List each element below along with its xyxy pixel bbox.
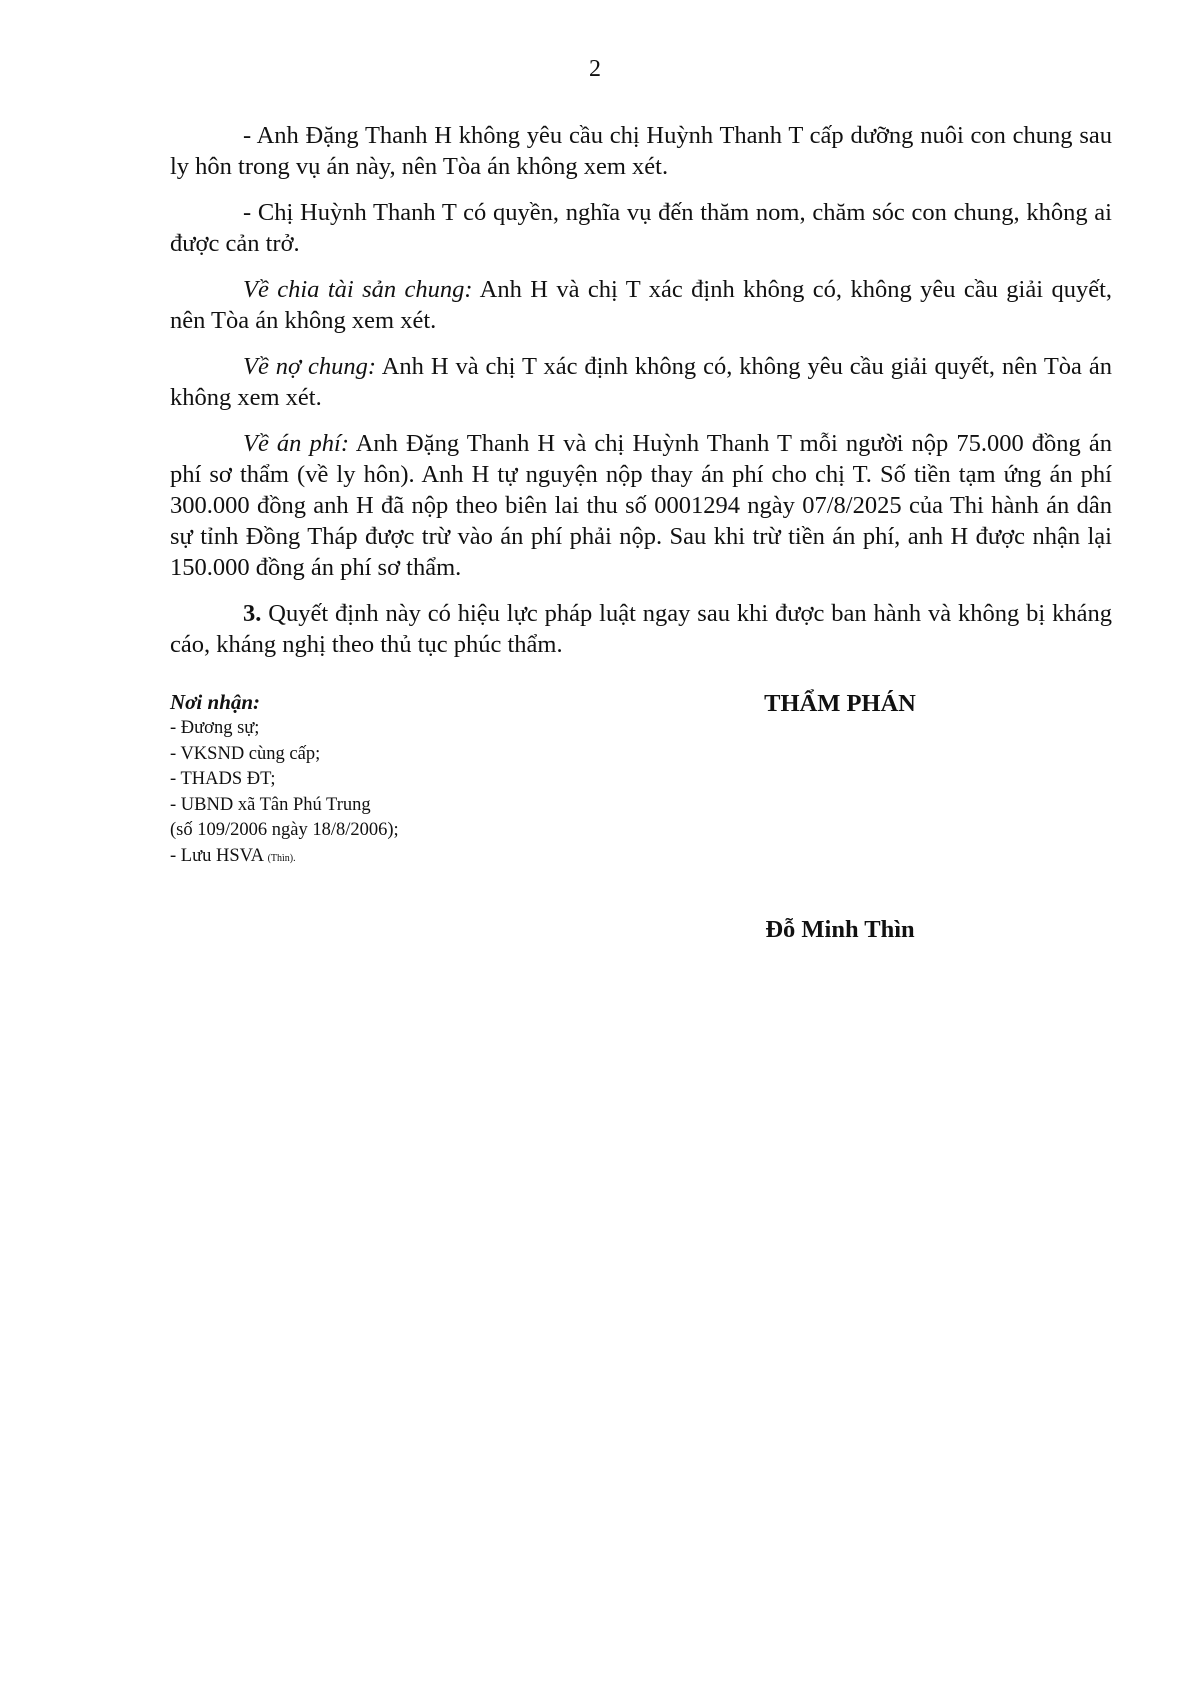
recipient-item: - VKSND cùng cấp; [170,743,321,764]
recipient-item: - Lưu HSVA [170,845,263,866]
paragraph-text: - Anh Đặng Thanh H không yêu cầu chị Huỳnh Thanh T cấp dưỡng nuôi con chung sau ly hôn trong vụ án này, nên Tòa án không xem xét. [170,122,1112,180]
archive-note: (Thìn). [267,852,296,864]
paragraph-number: 3. [243,600,262,627]
paragraph-text: Quyết định này có hiệu lực pháp luật ngay sau khi được ban hành và không bị kháng cáo, kháng nghị theo thủ tục phúc thẩm. [170,600,1112,658]
signature-title: THẨM PHÁN [764,690,916,717]
paragraph-court-fees [170,428,1112,583]
signer-name: Đỗ Minh Thìn [765,916,915,943]
page-number: 2 [589,56,601,82]
paragraph-text: - Chị Huỳnh Thanh T có quyền, nghĩa vụ đến thăm nom, chăm sóc con chung, không ai được cản trở. [170,199,1112,257]
paragraph-child-support [170,120,1112,182]
paragraph-text: Anh H và chị T xác định không có, không yêu cầu giải quyết, nên Tòa án không xem xét. [170,276,1112,334]
paragraph-common-debt [170,351,1112,413]
recipient-item: - Đương sự; [170,718,260,738]
recipients-title: Nơi nhận: [170,690,261,714]
recipient-item: (số 109/2006 ngày 18/8/2006); [170,820,399,840]
paragraph-text: Anh H và chị T xác định không có, không yêu cầu giải quyết, nên Tòa án không xem xét. [170,353,1112,411]
recipients-block [170,688,590,871]
recipient-item-archive [170,844,590,872]
paragraph-visitation [170,197,1112,259]
decision-body [170,120,1112,675]
paragraph-label: Về án phí: [243,430,349,457]
paragraph-text: Anh Đặng Thanh H và chị Huỳnh Thanh T mỗi người nộp 75.000 đồng án phí sơ thẩm (về ly hôn). Anh H tự nguyện nộp thay án phí cho chị T. Số tiền tạm ứng án phí 300.000 đồng anh H đã nộp theo biên lai thu số 0001294 ngày 07/8/2025 của Thi hành án dân sự tỉnh Đồng Tháp được trừ vào án phí phải nộp. Sau khi trừ tiền án phí, anh H được nhận lại 150.000 đồng án phí sơ thẩm. [170,430,1112,581]
paragraph-effectiveness [170,598,1112,660]
paragraph-label: Về nợ chung: [243,353,377,380]
paragraph-label: Về chia tài sản chung: [243,276,473,303]
recipient-item: - THADS ĐT; [170,769,276,789]
paragraph-property-division [170,274,1112,336]
recipient-item: - UBND xã Tân Phú Trung [170,794,371,815]
